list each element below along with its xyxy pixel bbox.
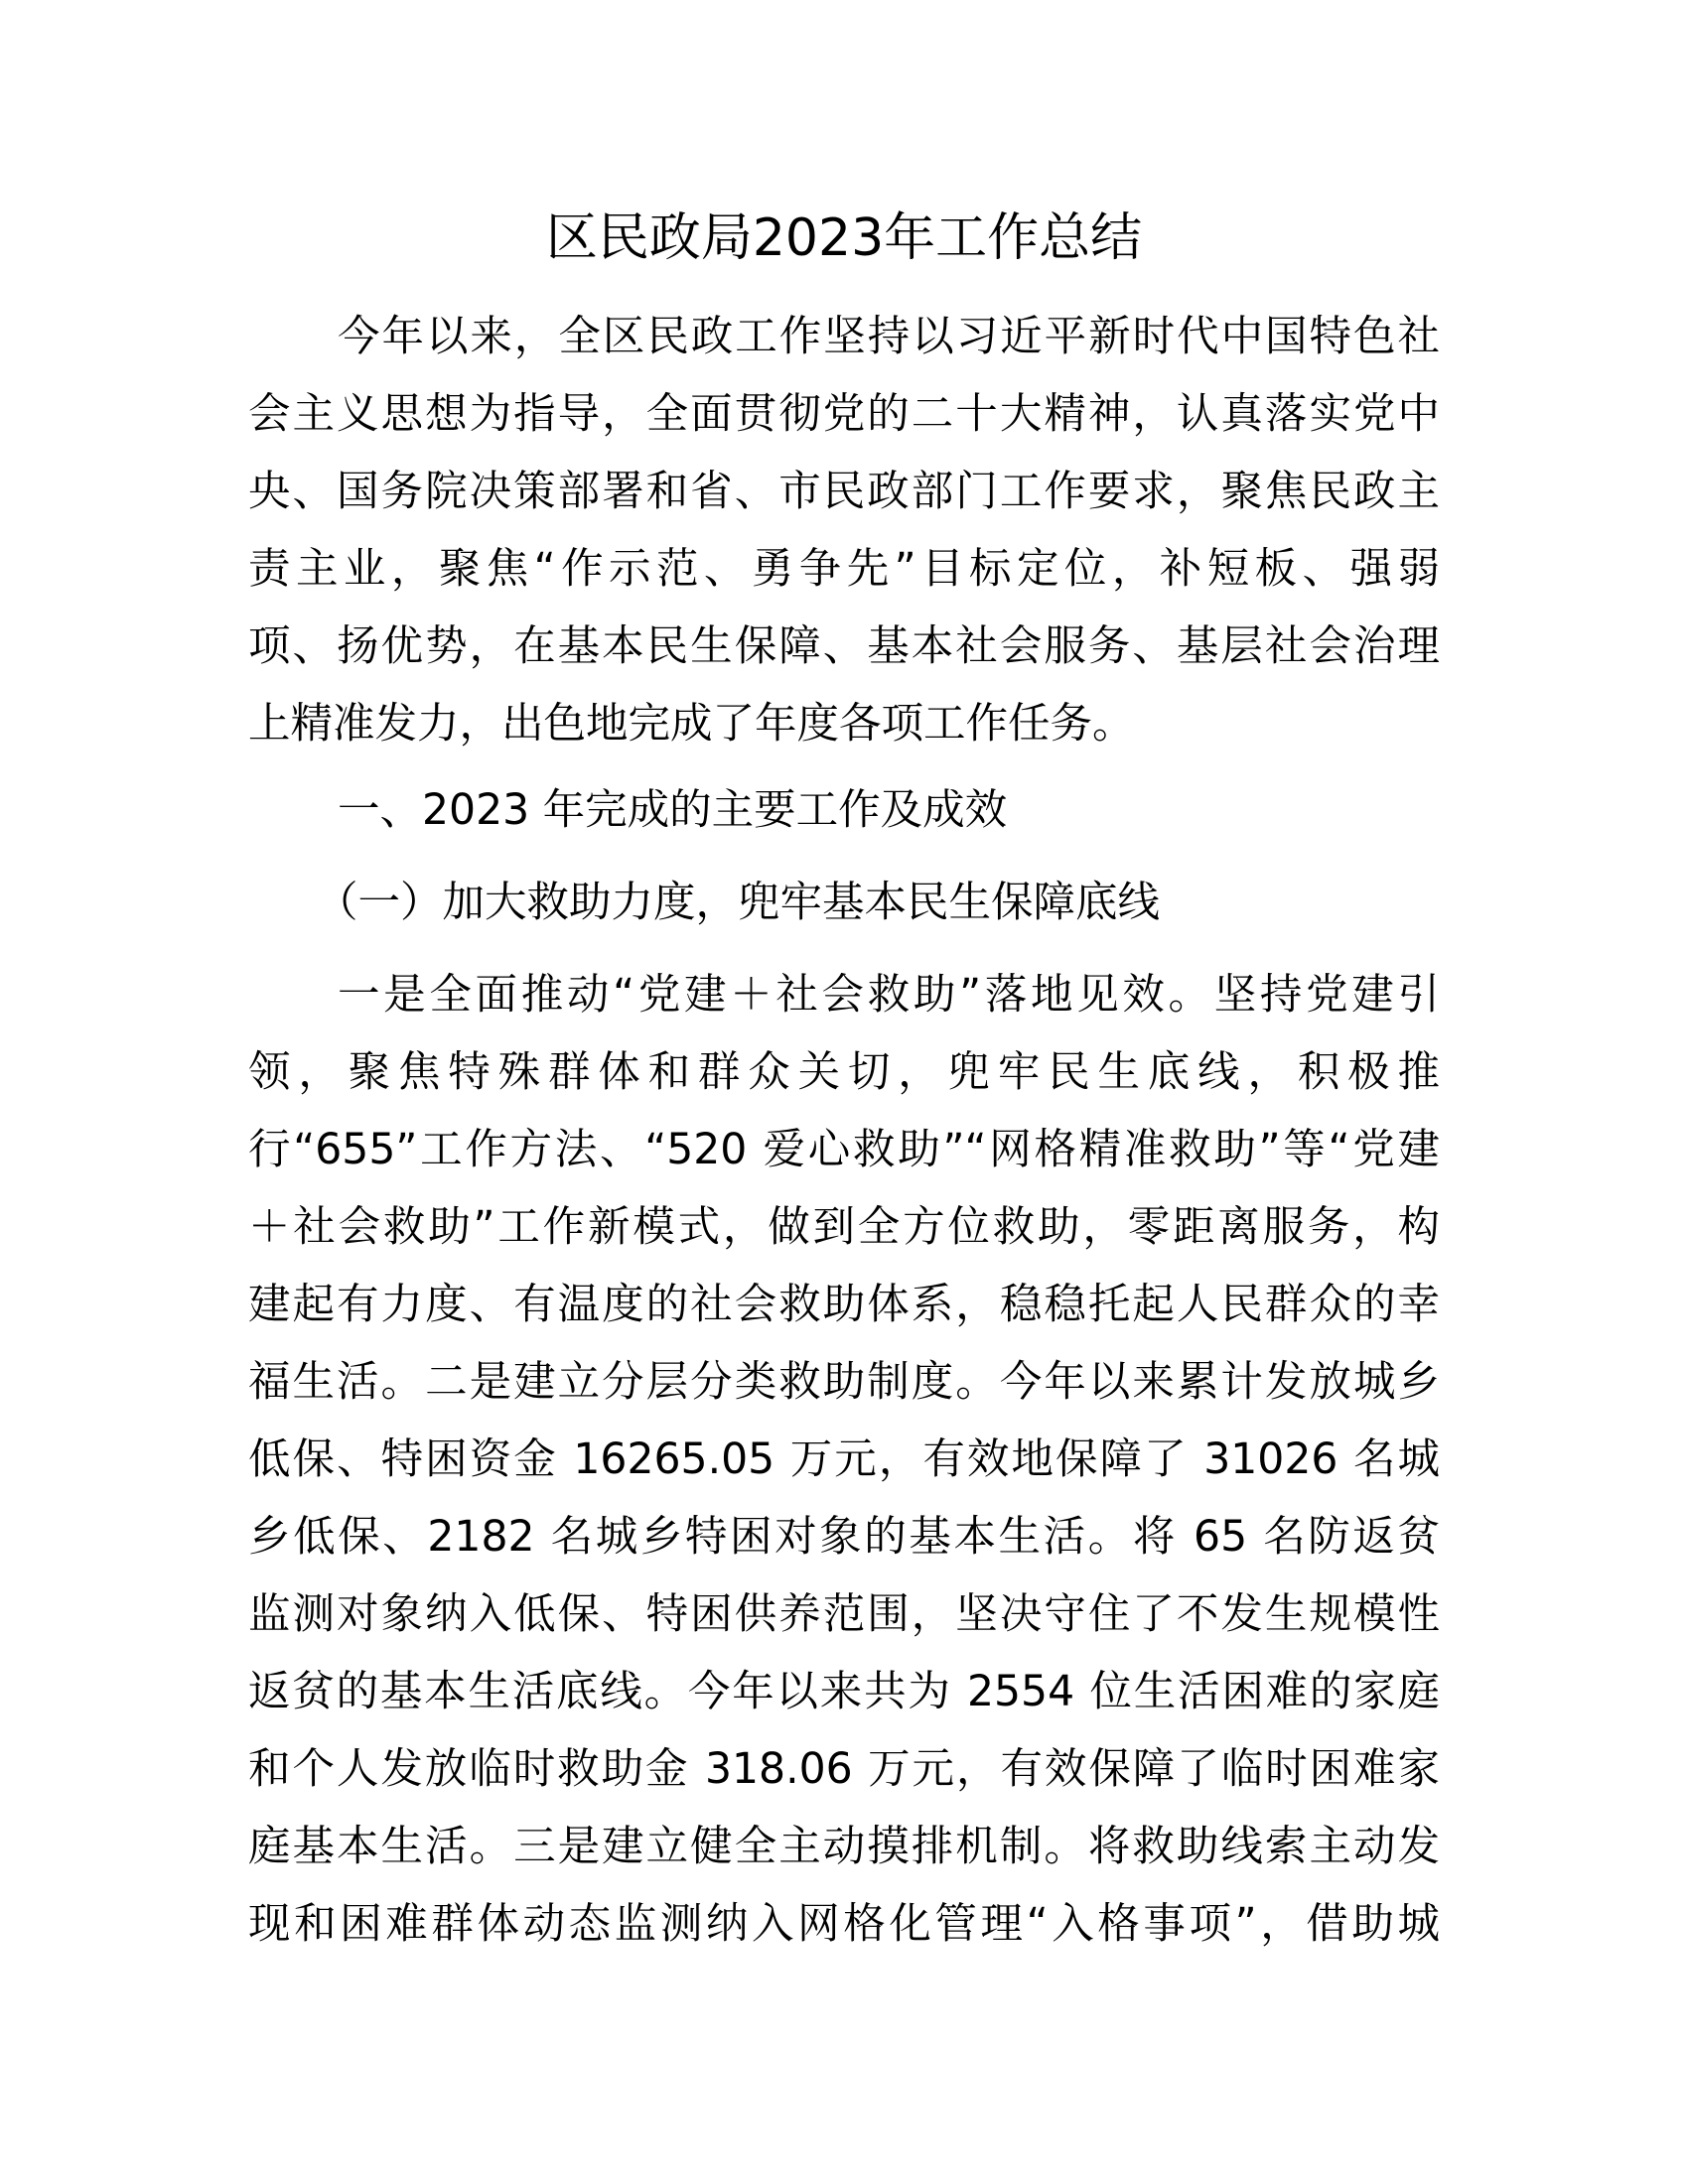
body-line: 乡低保、2182 名城乡特困对象的基本生活。将 65 名防返贫 — [248, 1513, 1440, 1562]
intro-line: 今年以来，全区民政工作坚持以习近平新时代中国特色社 — [338, 313, 1440, 361]
intro-line: 责主业，聚焦“作示范、勇争先”目标定位，补短板、强弱 — [248, 545, 1440, 594]
body-line: 一是全面推动“党建＋社会救助”落地见效。坚持党建引 — [338, 971, 1440, 1020]
body-line: 低保、特困资金 16265.05 万元，有效地保障了 31026 名城 — [248, 1435, 1440, 1484]
section-heading: 一、2023 年完成的主要工作及成效 — [338, 786, 1008, 835]
intro-line: 会主义思想为指导，全面贯彻党的二十大精神，认真落实党中 — [248, 390, 1440, 439]
body-line: 庭基本生活。三是建立健全主动摸排机制。将救助线索主动发 — [248, 1823, 1440, 1871]
body-line: 行“655”工作方法、“520 爱心救助”“网格精准救助”等“党建 — [248, 1126, 1440, 1174]
intro-line: 央、国务院决策部署和省、市民政部门工作要求，聚焦民政主 — [248, 468, 1440, 516]
body-line: 领，聚焦特殊群体和群众关切，兜牢民生底线，积极推 — [248, 1048, 1440, 1097]
intro-line: 上精准发力，出色地完成了年度各项工作任务。 — [248, 700, 1135, 749]
subsection-heading: （一）加大救助力度，兜牢基本民生保障底线 — [316, 879, 1161, 927]
intro-line: 项、扬优势，在基本民生保障、基本社会服务、基层社会治理 — [248, 622, 1440, 671]
body-line: 福生活。二是建立分层分类救助制度。今年以来累计发放城乡 — [248, 1358, 1440, 1407]
body-line: 和个人发放临时救助金 318.06 万元，有效保障了临时困难家 — [248, 1745, 1440, 1794]
document-title: 区民政局2023年工作总结 — [545, 208, 1143, 268]
body-line: 建起有力度、有温度的社会救助体系，稳稳托起人民群众的幸 — [248, 1281, 1440, 1329]
body-line: 现和困难群体动态监测纳入网格化管理“入格事项”，借助城 — [248, 1900, 1440, 1949]
body-line: 返贫的基本生活底线。今年以来共为 2554 位生活困难的家庭 — [248, 1668, 1440, 1716]
body-line: 监测对象纳入低保、特困供养范围，坚决守住了不发生规模性 — [248, 1590, 1440, 1639]
body-line: ＋社会救助”工作新模式，做到全方位救助，零距离服务，构 — [248, 1203, 1440, 1252]
